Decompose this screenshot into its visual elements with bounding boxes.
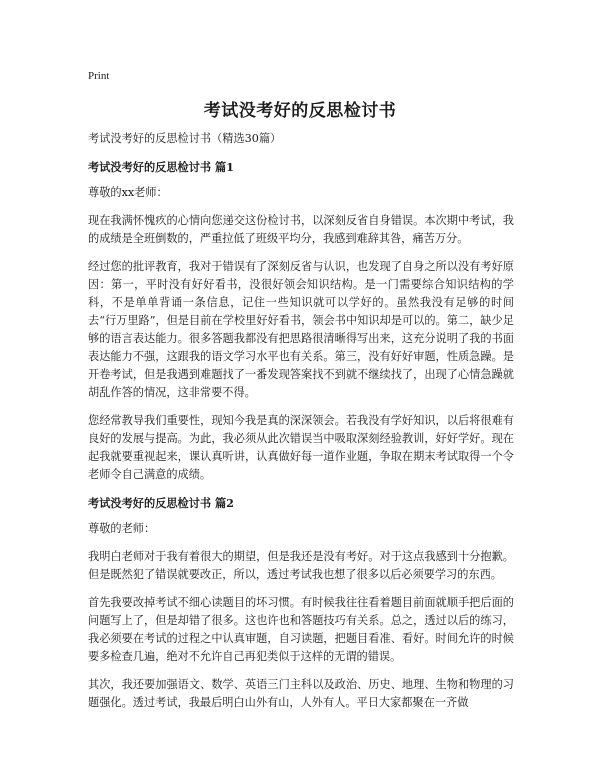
paragraph: 您经常教导我们重要性，现知今我是真的深深领会。若我没有学好知识，以后将很难有良好的发展与提高。为此，我必须从此次错误当中吸取深刻经验教训，好好学好。现在起我就要重视起来，课认真听讲，认真做好每一道作业题，争取在期末考试取得一个令老师令自己满意的成绩。 bbox=[88, 414, 514, 481]
salutation: 尊敬的xx老师： bbox=[88, 186, 168, 199]
section-heading: 考试没考好的反思检讨书 篇1 bbox=[88, 160, 234, 174]
paragraph: 其次，我还要加强语文、数学、英语三门主科以及政治、历史、地理、生物和物理的习题强化。透过考试，我最后明白山外有山，人外有人。平日大家都聚在一齐做 bbox=[88, 678, 514, 709]
section-2 bbox=[88, 494, 514, 712]
page-title: 考试没考好的反思检讨书 bbox=[203, 101, 397, 121]
paragraph: 我明白老师对于我有着很大的期望，但是我还是没有考好。对于这点我感到十分抱歉。但是既然犯了错误就要改正，所以，透过考试我也想了很多以后必须要学习的东西。 bbox=[88, 550, 514, 581]
section-1 bbox=[88, 158, 514, 484]
print-link[interactable]: Print bbox=[88, 70, 110, 82]
paragraph: 首先我要改掉考试不细心读题目的坏习惯。有时候我往往看着题目前面就顺手把后面的问题写上了，但是却错了很多。这也许也和答题技巧有关系。总之，透过以后的练习，我必须要在考试的过程之中认真审题，自习读题，把题目看准、看好。时间允许的时候要多检查几遍，绝对不允许自己再犯类似于这样的无谓的错误。 bbox=[88, 596, 514, 663]
paragraph: 经过您的批评教育，我对于错误有了深刻反省与认识，也发现了自身之所以没有考好原因：第一，平时没有好好看书，没很好领会知识结构。是一门需要综合知识结构的学科，不是单单背诵一条信息，记住一些知识就可以学好的。虽然我没有足够的时间去“行万里路”，但是目前在学校里好好看书，领会书中知识却是可以的。第二，缺少足够的语言表达能力。很多答题我都没有把思路很清晰得写出来，这充分说明了我的书面表达能力不强，这跟我的语文学习水平也有关系。第三，没有好好审题，性质急躁。是开卷考试，但是我遇到难题找了一番发现答案找不到就不继续找了，出现了心情急躁就胡乱作答的情况，这非常要不得。 bbox=[88, 260, 514, 399]
document-subtitle: 考试没考好的反思检讨书（精选30篇） bbox=[88, 132, 282, 145]
section-heading: 考试没考好的反思检讨书 篇2 bbox=[88, 496, 234, 510]
document-body bbox=[88, 130, 514, 722]
salutation: 尊敬的老师： bbox=[88, 522, 156, 535]
paragraph: 现在我满怀愧疚的心情向您递交这份检讨书，以深刻反省自身错误。本次期中考试，我的成绩是全班倒数的，严重拉低了班级平均分，我感到难辞其咎，痛苦万分。 bbox=[88, 214, 514, 245]
